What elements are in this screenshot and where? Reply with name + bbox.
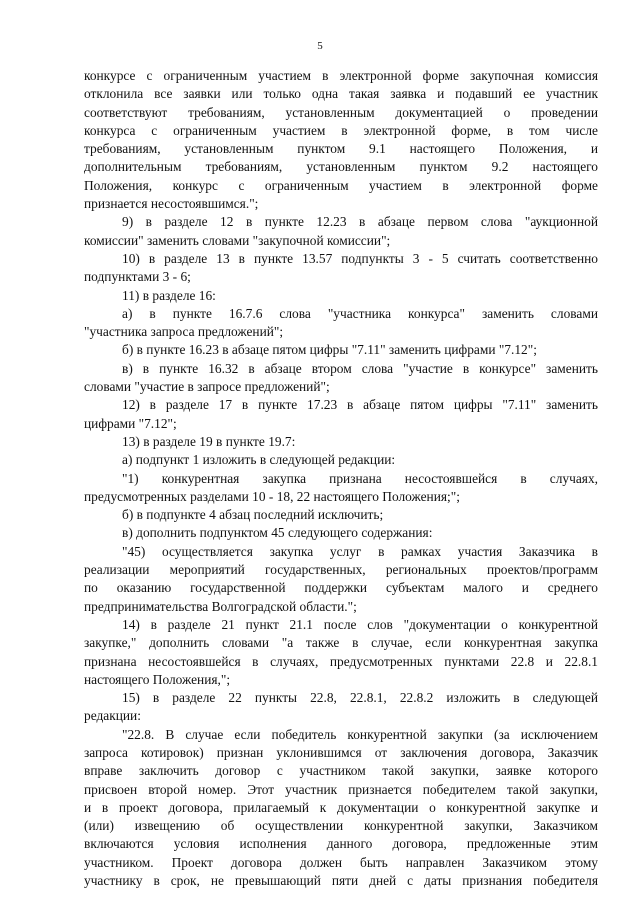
text-line: (или) извещению об осуществлении конкурентной закупки, Заказчиком: [84, 818, 598, 834]
page-number: 5: [317, 40, 323, 52]
text-line: запроса котировок) признан уклонившимся от заключения договора, Заказчик: [84, 744, 598, 760]
text-line: признана несостоявшейся в случаях, предусмотренных пунктами 22.8 и 22.8.1: [84, 653, 598, 669]
text-line: признается несостоявшимся.";: [84, 196, 259, 212]
text-line: 14) в разделе 21 пункт 21.1 после слов "документации о конкурентной: [122, 616, 598, 632]
text-line: цифрами "7.12";: [84, 415, 177, 431]
text-line: а) в пункте 16.7.6 слова "участника конкурса" заменить словами: [122, 305, 598, 321]
text-line: 10) в разделе 13 в пункте 13.57 подпункты 3 - 5 считать соответственно: [122, 250, 598, 266]
text-line: 13) в разделе 19 в пункте 19.7:: [122, 433, 296, 449]
text-line: 9) в разделе 12 в пункте 12.23 в абзаце первом слова "аукционной: [122, 214, 598, 230]
text-line: по оказанию государственной поддержки субъектам малого и среднего: [84, 580, 598, 596]
text-line: редакции:: [84, 708, 141, 724]
text-line: предпринимательства Волгоградской области.";: [84, 598, 357, 614]
text-line: 11) в разделе 16:: [122, 287, 216, 303]
text-line: в) в пункте 16.32 в абзаце втором слова "участие в конкурсе" заменить: [122, 360, 598, 376]
text-line: а) подпункт 1 изложить в следующей редакции:: [122, 452, 396, 468]
text-line: предусмотренных разделами 10 - 18, 22 настоящего Положения;";: [84, 488, 460, 504]
text-line: комиссии" заменить словами "закупочной комиссии";: [84, 232, 391, 248]
text-line: "22.8. В случае если победитель конкурентной закупки (за исключением: [122, 726, 598, 742]
text-line: вправе заключить договор с участником такой закупки, заявке которого: [84, 763, 598, 779]
text-line: в) дополнить подпунктом 45 следующего содержания:: [122, 525, 433, 541]
text-line: Положения, конкурс с ограниченным участием в электронной форме: [84, 177, 598, 193]
text-line: "45) осуществляется закупка услуг в рамках участия Заказчика в: [122, 543, 598, 559]
text-line: отклонила все заявки или только одна такая заявка и подавший ее участник: [84, 86, 598, 102]
document-body: [84, 67, 598, 890]
text-line: "1) конкурентная закупка признана несостоявшейся в случаях,: [122, 470, 598, 486]
text-line: настоящего Положения,";: [84, 671, 231, 687]
text-line: 15) в разделе 22 пункты 22.8, 22.8.1, 22.8.2 изложить в следующей: [122, 690, 598, 706]
text-line: "участника запроса предложений";: [84, 324, 284, 340]
text-line: и в проект договора, прилагаемый к документации о конкурентной закупке и: [84, 799, 598, 815]
text-line: б) в подпункте 4 абзац последний исключить;: [122, 507, 384, 523]
text-line: б) в пункте 16.23 в абзаце пятом цифры "7.11" заменить цифрами "7.12";: [122, 342, 537, 358]
text-line: дополнительным требованиям, установленным пунктом 9.2 настоящего: [84, 159, 598, 175]
text-line: конкурсе с ограниченным участием в электронной форме закупочная комиссия: [84, 68, 598, 83]
text-line: соответствуют требованиям, установленным документацией о проведении: [84, 104, 598, 120]
text-line: подпунктами 3 - 6;: [84, 269, 191, 285]
text-line: конкурса с ограниченным участием в электронной форме, в том числе: [84, 122, 598, 138]
text-line: включаются условия исполнения данного договора, предложенные этим: [84, 836, 598, 852]
text-line: участником. Проект договора должен быть направлен Заказчиком этому: [84, 854, 598, 870]
text-line: словами "участие в запросе предложений";: [84, 379, 330, 395]
text-line: закупке," дополнить словами "а также в случае, если конкурентная закупка: [84, 635, 598, 651]
text-line: присвоен второй номер. Этот участник признается победителем такой закупки,: [84, 781, 598, 797]
text-line: 12) в разделе 17 в пункте 17.23 в абзаце пятом цифры "7.11" заменить: [122, 397, 598, 413]
text-line: участнику в срок, не превышающий пяти дней с даты признания победителя: [84, 873, 598, 889]
text-line: требованиям, установленным пунктом 9.1 настоящего Положения, и: [84, 141, 598, 157]
text-line: реализации мероприятий государственных, региональных проектов/программ: [84, 562, 598, 578]
